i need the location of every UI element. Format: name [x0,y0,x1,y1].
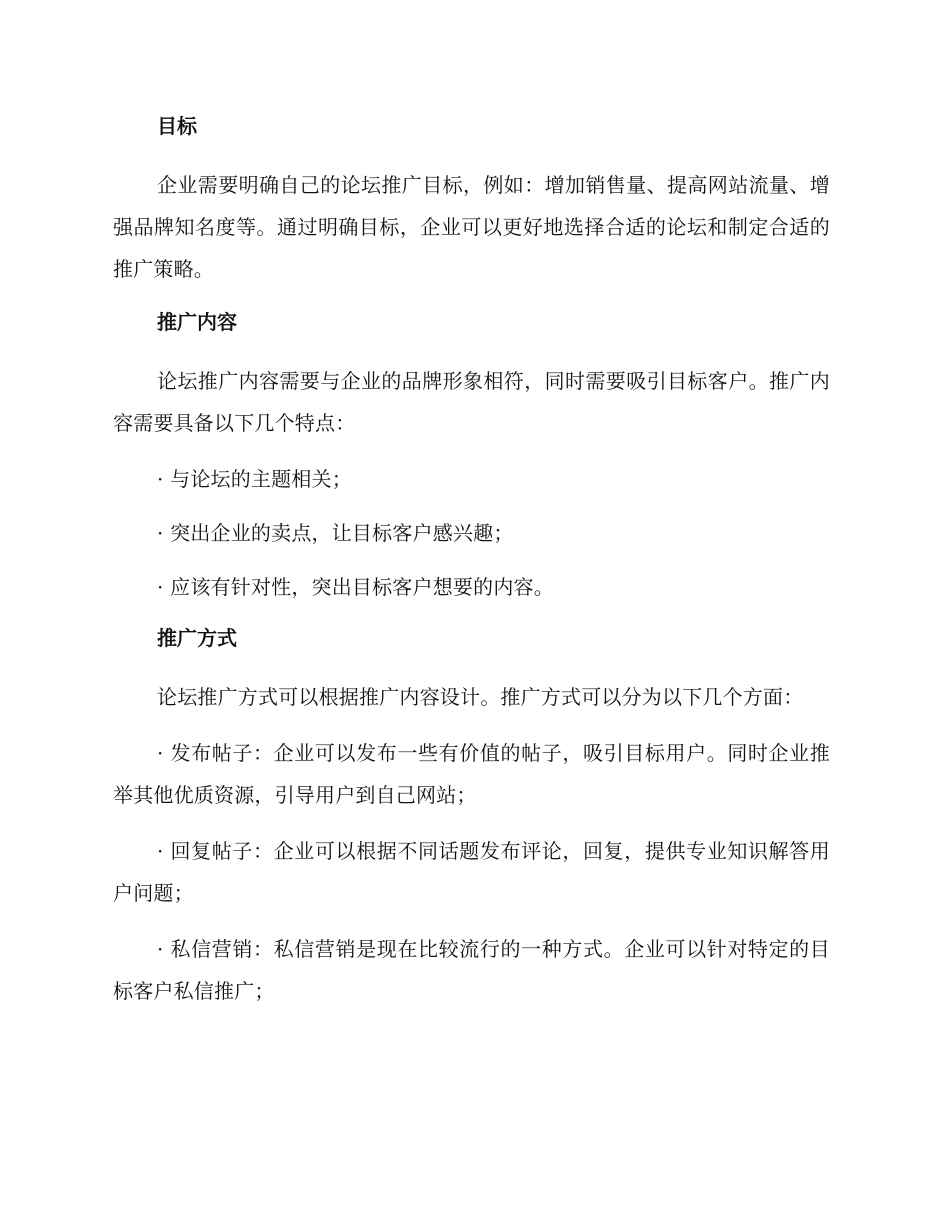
bullet-item: · 突出企业的卖点，让目标客户感兴趣； [157,521,514,545]
section-heading-content: 推广内容 [157,310,237,334]
bullet-item: · 私信营销：私信营销是现在比较流行的一种方式。企业可以针对特定的目标客户私信推广； [113,937,830,1003]
section-heading-method: 推广方式 [157,626,237,650]
bullet-item: · 回复帖子：企业可以根据不同话题发布评论，回复，提供专业知识解答用户问题； [113,839,830,905]
paragraph: 论坛推广方式可以根据推广内容设计。推广方式可以分为以下几个方面： [157,685,804,709]
paragraph: 论坛推广内容需要与企业的品牌形象相符，同时需要吸引目标客户。推广内容需要具备以下几个特点： [113,369,830,435]
bullet-item: · 应该有针对性，突出目标客户想要的内容。 [157,575,554,599]
paragraph: 企业需要明确自己的论坛推广目标，例如：增加销售量、提高网站流量、增强品牌知名度等。通过明确目标，企业可以更好地选择合适的论坛和制定合适的推广策略。 [113,173,830,281]
section-heading-goal: 目标 [157,114,197,138]
bullet-item: · 与论坛的主题相关； [157,467,352,491]
bullet-item: · 发布帖子：企业可以发布一些有价值的帖子，吸引目标用户。同时企业推举其他优质资源，引导用户到自己网站； [113,741,830,807]
